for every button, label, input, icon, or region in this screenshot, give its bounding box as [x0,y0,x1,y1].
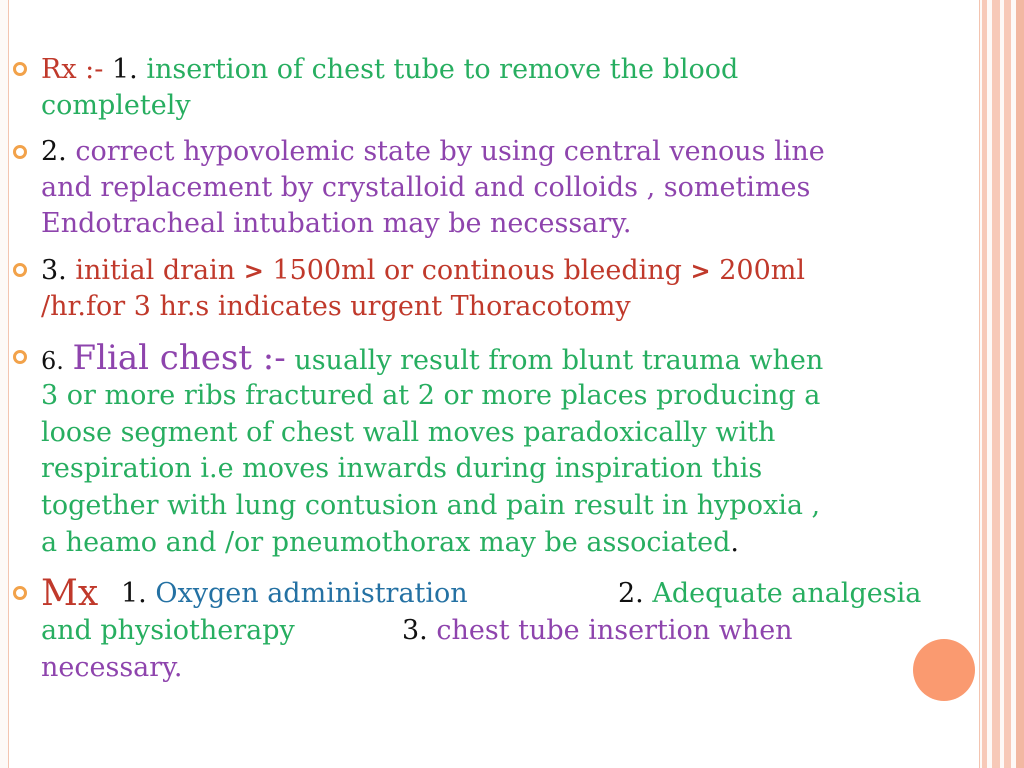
decorative-circle [913,639,975,701]
rx-item-text: insertion of chest tube to remove the blood [146,54,739,85]
bullet-rx-line2: completely [41,90,191,121]
bullet-flial-line6 [41,525,739,561]
chest-tube-text: chest tube insertion when [436,615,793,646]
greater-than-symbol: > [243,257,264,285]
drain-text: initial drain [75,255,236,286]
bullet-flial-line2: 3 or more ribs fractured at 2 or more places producing a [41,380,821,411]
bullet-ring-icon [13,263,27,277]
item-number: 2. [618,578,644,609]
rate-text: 200ml [719,255,805,286]
item-number: 3. [41,255,67,286]
item-number: 3. [402,615,428,646]
decorative-stripe [1004,0,1011,768]
period: . [730,527,739,558]
mx-line2: and physiotherapy [41,615,295,646]
bleeding-text: 1500ml or continous bleeding [272,255,682,286]
bullet-ring-icon [13,586,27,600]
item-number: 1. [121,578,147,609]
bullet-flial-line4: respiration i.e moves inwards during inspiration this [41,453,763,484]
bullet-rx-line1 [41,52,738,88]
bullet-2-line2: and replacement by crystalloid and colloids , sometimes [41,172,811,203]
mx-item-1 [121,576,468,612]
item-text: correct hypovolemic state by using central venous line [75,136,825,167]
mx-item-3 [402,613,793,649]
mx-line3: necessary. [41,652,183,683]
bullet-mx-line1 [41,572,98,619]
decorative-stripe [1016,0,1024,768]
bullet-3-line2: /hr.for 3 hr.s indicates urgent Thoracotomy [41,291,631,322]
bullet-ring-icon [13,145,27,159]
bullet-3-line1 [41,253,805,289]
decorative-stripe [982,0,987,768]
decorative-stripe [992,0,1000,768]
oxygen-text: Oxygen administration [155,578,468,609]
bullet-2-line3: Endotracheal intubation may be necessary. [41,208,632,239]
item-text: a heamo and /or pneumothorax may be associated [41,527,731,558]
bullet-ring-icon [13,62,27,76]
rx-label: Rx :- [41,54,104,85]
flial-chest-heading: Flial chest :- [72,338,286,378]
item-text: usually result from blunt trauma when [294,345,824,376]
item-number: 2. [41,136,67,167]
mx-item-2 [618,576,921,612]
bullet-flial-line1 [41,336,823,383]
bullet-ring-icon [13,350,27,364]
bullet-2-line1 [41,134,825,170]
greater-than-symbol: > [690,257,711,285]
bullet-flial-line3: loose segment of chest wall moves paradoxically with [41,417,776,448]
analgesia-text: Adequate analgesia [652,578,922,609]
item-number: 6. [41,347,64,375]
bullet-flial-line5: together with lung contusion and pain result in hypoxia , [41,490,821,521]
rx-number: 1. [111,54,138,85]
mx-label: Mx [41,573,99,614]
